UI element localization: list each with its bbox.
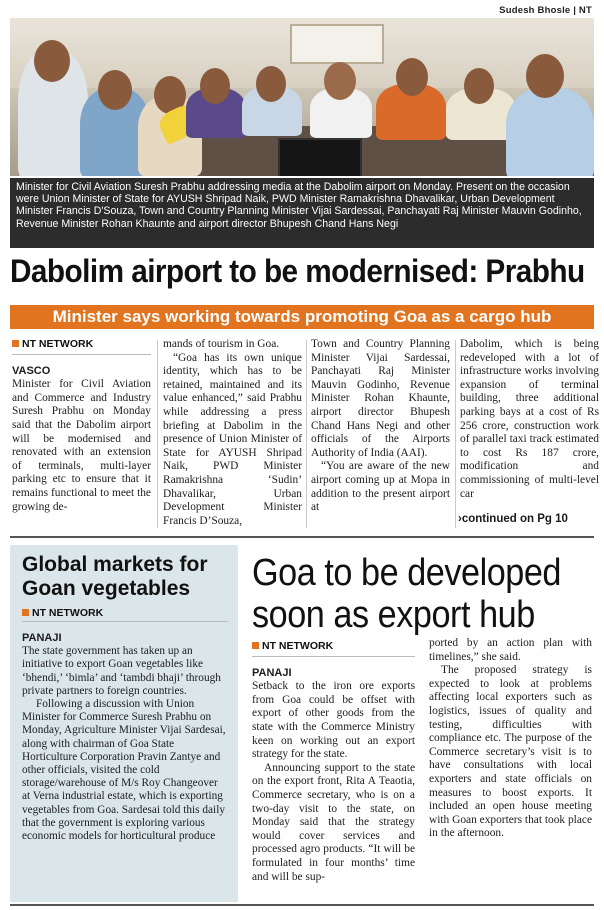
news-photo	[10, 18, 594, 176]
airport-plaque	[290, 24, 384, 64]
dateline: VASCO	[12, 364, 51, 377]
main-deck: Minister says working towards promoting Goa as a cargo hub	[10, 305, 594, 329]
computer-monitor	[278, 138, 362, 176]
main-story-text: “Goa has its own unique identity, which has to be retained, maintained and its value enhanced,” said Prabhu while addressing a press briefing at Dabolim in the presence of Union Minister of State for AYUSH Shripad Naik, PWD Minister Ramakrishna ‘Sudin’ Dhavalikar, Urban Development Minister Francis D’Souza,	[163, 351, 302, 527]
sidebar-story	[10, 545, 238, 902]
main-headline: Dabolim airport to be modernised: Prabhu	[10, 253, 585, 289]
export-story-column-1	[252, 640, 415, 884]
byline-marker-icon	[22, 609, 29, 616]
main-story-column-3	[311, 338, 450, 515]
main-story-column-1	[12, 338, 151, 514]
byline-marker-icon	[252, 642, 259, 649]
main-story-column-2	[163, 338, 302, 528]
dateline: PANAJI	[252, 666, 292, 679]
main-story-text: Minister for Civil Aviation and Commerce and Industry Suresh Prabhu on Monday said that the Dabolim airport will be modernised and renovated with an extension of terminals, multi-layer parking etc to ensure that it remains functional to meet the growing de-	[12, 378, 151, 513]
sidebar-story-text: Following a discussion with Union Minister for Commerce Suresh Prabhu on Monday, Agriculture Minister Vijai Sardesai, along with chairman of Goa State Horticulture Corporation Pravin Zantye and other officials, visited the cold storage/warehouse of M/s Roy Changeover at Verna industrial estate, which is exporting vegetables from Goa. Sardesai told this daily that the government is exploring various economic models for horticultural produce	[22, 698, 226, 843]
main-story-column-4	[460, 338, 599, 501]
sidebar-headline: Global markets for Goan vegetables	[22, 553, 208, 600]
byline-marker-icon	[12, 340, 19, 347]
byline: NT NETWORK	[252, 640, 415, 657]
byline: NT NETWORK	[22, 607, 228, 622]
dateline: PANAJI	[22, 632, 62, 644]
byline: NT NETWORK	[12, 338, 151, 355]
section-divider	[10, 536, 594, 538]
export-headline: Goa to be developed soon as export hub	[252, 552, 562, 636]
main-story-text: Dabolim, which is being redeveloped with a lot of infrastructure works involving expansion of terminal building, three additional parking bays at a cost of Rs 256 crore, construction work of parallel taxi track estimated to cost Rs 187 crore, modification and commissioning of multi-level car	[460, 338, 599, 500]
export-story-text: Announcing support to the state on the export front, Rita A Teaotia, Commerce secretary, who is on a two-day visit to the state, on Monday said that the strategy would cover services and processed agro products. “It will be formulated in four months’ time and will be sup-	[252, 761, 415, 883]
main-story-text: mands of tourism in Goa.	[163, 338, 280, 350]
sidebar-story-text: The state government has taken up an initiative to export Goan vegetables like ‘bhendi,’ ‘bimla’ and ‘tambdi bhaji’ through private partners to foreign countries.	[22, 645, 221, 697]
bottom-rule	[10, 904, 594, 906]
main-story-text: “You are aware of the new airport coming up at Mopa in addition to the present airport at	[311, 460, 450, 514]
photo-credit: Sudesh Bhosle | NT	[499, 5, 592, 16]
export-story-text: Setback to the iron ore exports from Goa could be offset with export of other goods from the state with the Commerce Ministry keen on working out an export strategy for the state.	[252, 680, 415, 761]
continued-link[interactable]: ›continued on Pg 10	[458, 513, 568, 525]
main-story-text: Town and Country Planning Minister Vijai Sardessai, Panchayati Raj Minister Mauvin Godinho, Revenue Minister Rohan Khaunte, airport director Bhupesh Chand Hans Negi and other officials of the Airports Authority of India (AAI).	[311, 338, 450, 459]
export-story-column-2	[429, 637, 592, 841]
export-story-text: The proposed strategy is expected to look at problems affecting local exporters such as logistics, issues of quality and testing, difficulties with compliance etc. The purpose of the Commerce secretary’s visit is to have consultations with local exporters and state officials on measures to boost exports. It included an open house meeting with Goan exporters that took place in the afternoon.	[429, 664, 592, 840]
photo-caption: Minister for Civil Aviation Suresh Prabhu addressing media at the Dabolim airport on Monday. Present on the occasion were Union Minister of State for AYUSH Shripad Naik, PWD Minister Ramakrishna Dhavalikar, Urban Development Minister Francis D'Souza, Town and Country Planning Minister Vijai Sardessai, Panchayati Raj Minister Mauvin Godinho, Revenue Minister Rohan Khaunte and airport director Bhupesh Chand Hans Negi	[10, 178, 594, 248]
export-story-text: ported by an action plan with timelines,” she said.	[429, 637, 592, 663]
